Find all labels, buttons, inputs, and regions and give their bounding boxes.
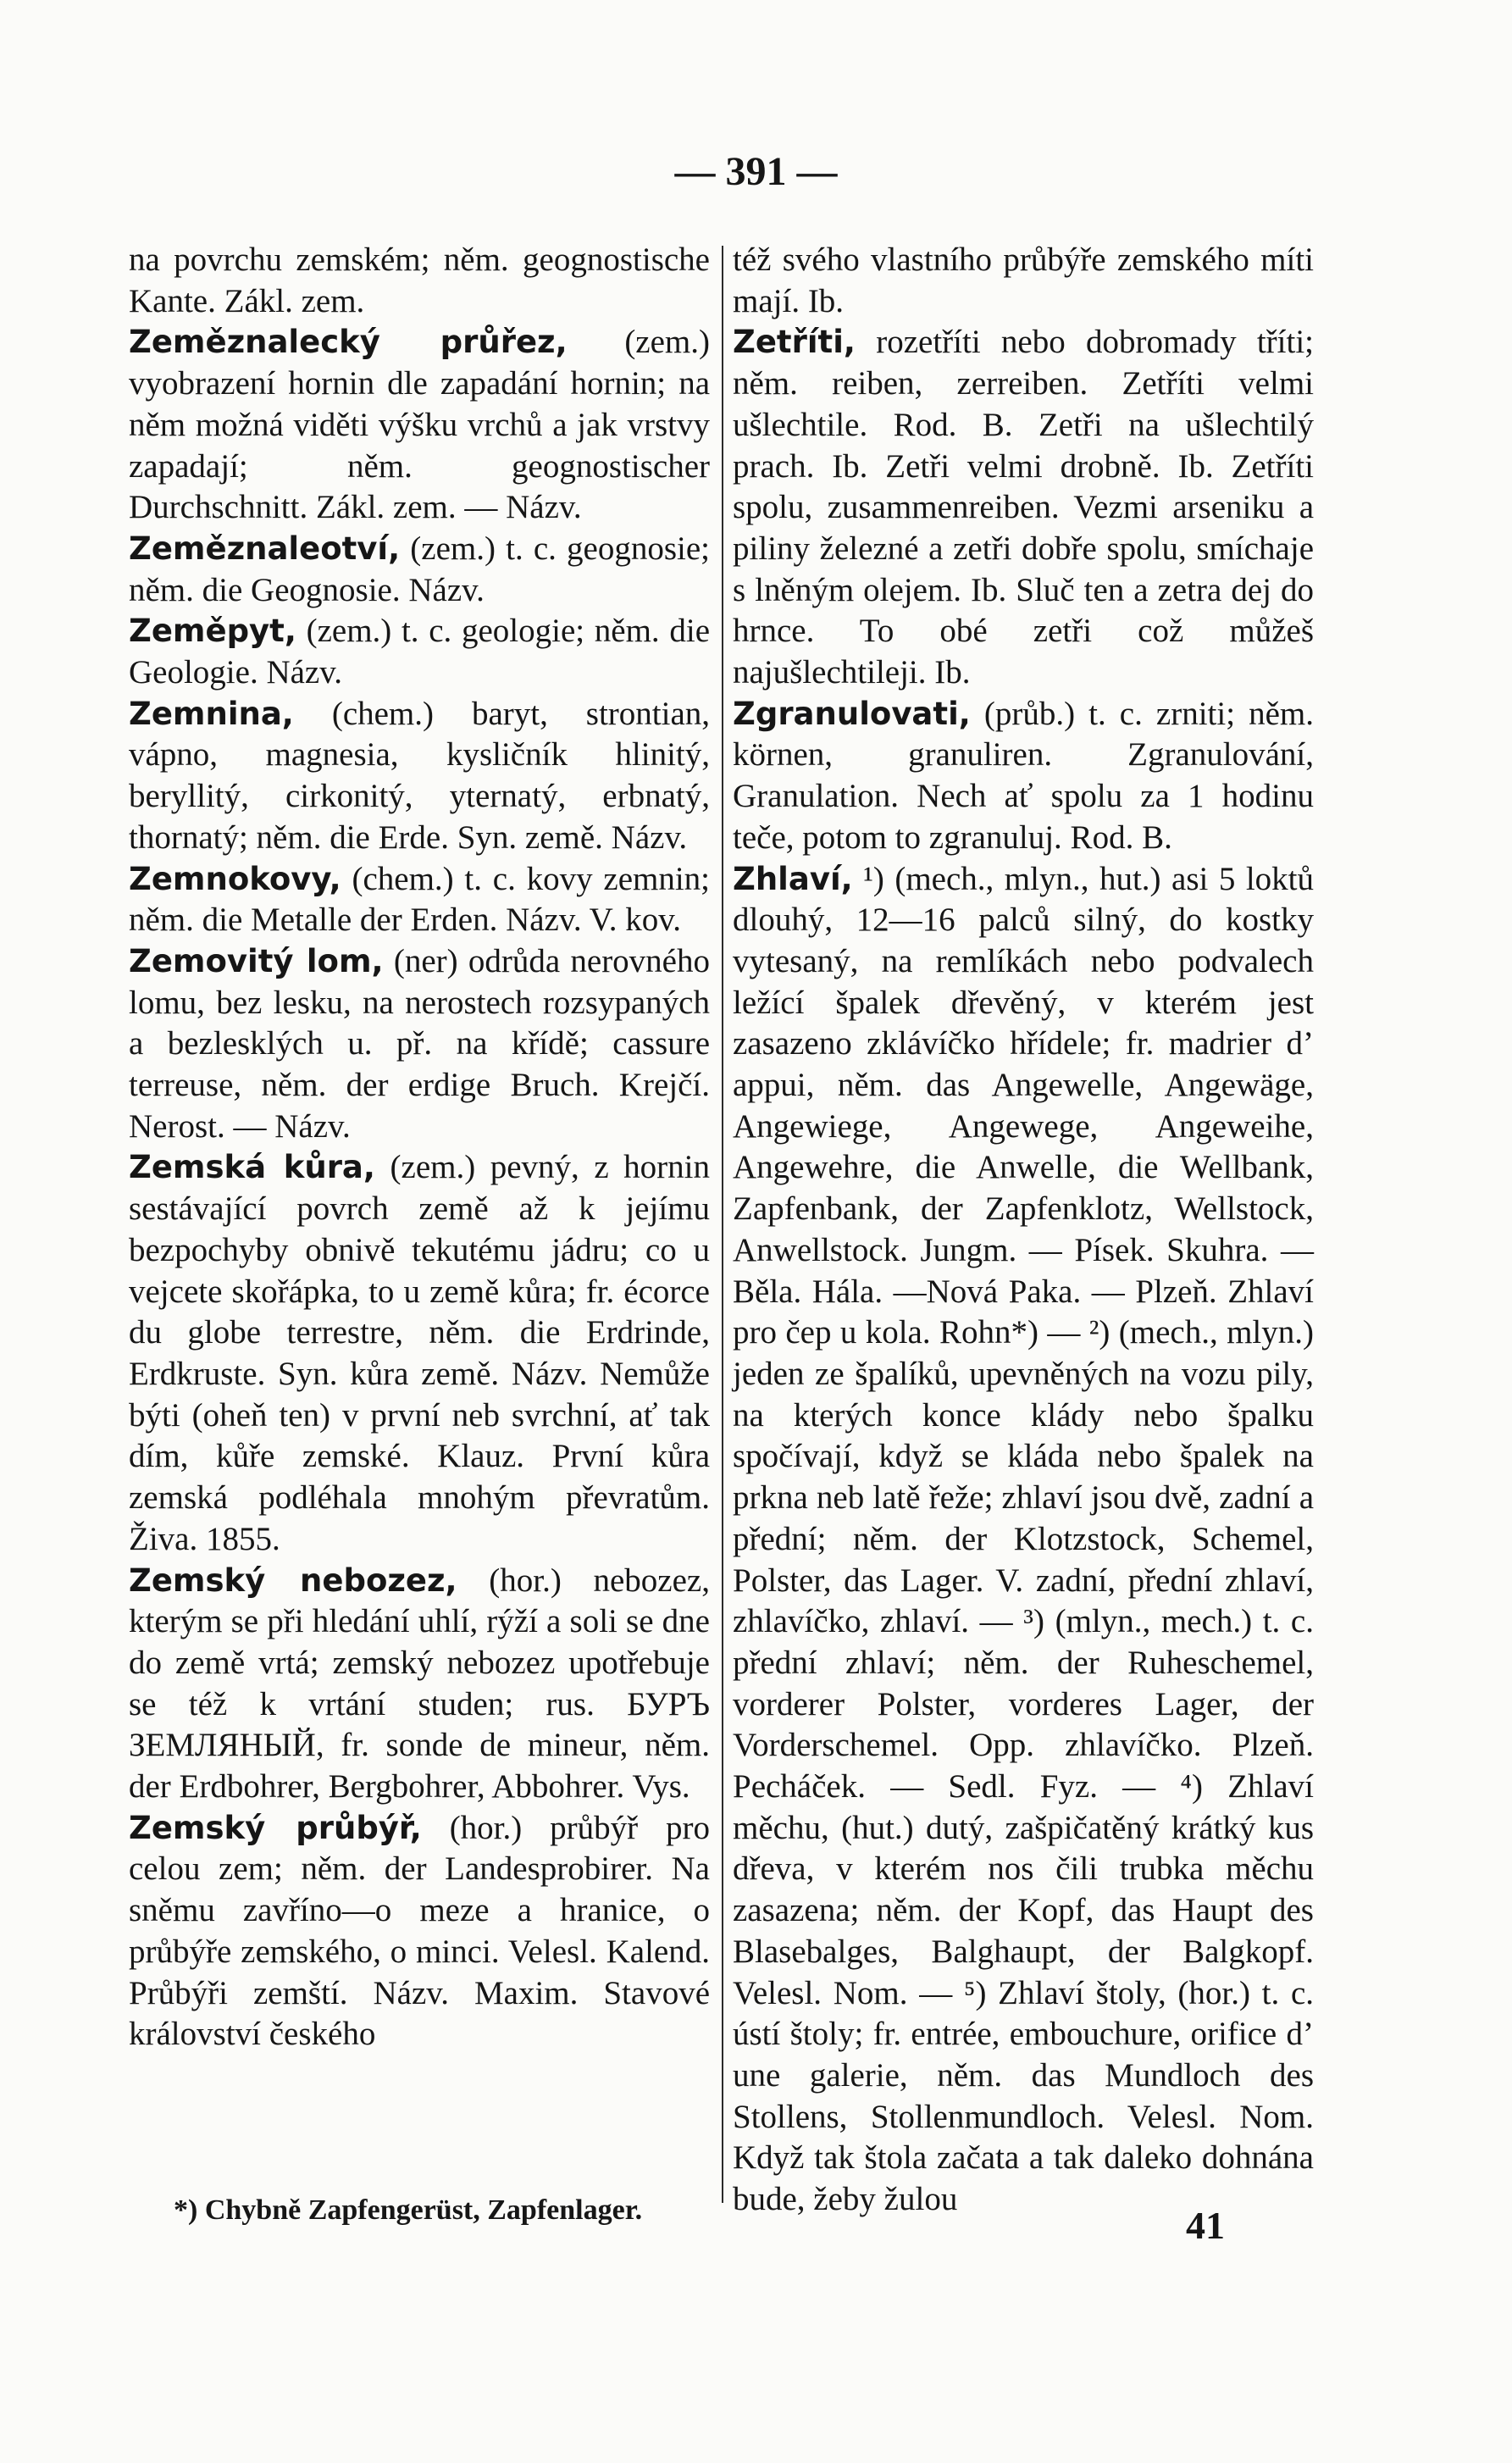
entry: Zemský nebozez, (hor.) nebozez, kterým se při hledání uhlí, rýží a soli se dne do země vrtá; zemský nebozez upotřebuje se též k vrtání studen; rus. БУРЪ ЗЕМЛЯНЫЙ, fr. sonde de mineur, něm. der Erdbohrer, Bergbohrer, Abbohrer. Vys. xyxy=(129,1562,710,1806)
entry: Zeměznalecký průřez, (zem.) vyobrazení hornin dle zapadání hornin; na něm možná viděti výšku vrchů a jak vrstvy zapadají; něm. geognostischer Durchschnitt. Zákl. zem. — Názv. xyxy=(129,324,710,526)
headword: Zeměpyt, xyxy=(129,613,296,650)
entry: Zeměznaleotví, (zem.) t. c. geognosie; něm. die Geognosie. Názv. xyxy=(129,530,711,608)
headword: Zemský nebozez, xyxy=(129,1562,457,1599)
headword: Zetříti, xyxy=(733,324,856,361)
entry: na povrchu zemském; něm. geognostische Kante. Zákl. zem. xyxy=(129,241,710,319)
left-column xyxy=(129,240,710,2055)
headword: Zemský průbýř, xyxy=(129,1809,422,1846)
headword: Zemnokovy, xyxy=(129,860,341,897)
entry: Zhlaví, ¹) (mech., mlyn., hut.) asi 5 loktů dlouhý, 12—16 palců silný, do kostky vytesaný, na remlíkách nebo podvalech ležící špalek dřevěný, v kterém jest zasazeno zklávíčko hřídele; fr. madrier d’ appui, něm. das Angewelle, Angewäge, Angewiege, Angewege, Angeweihe, Angewehre, die Anwelle, die Wellbank, Zapfenbank, der Zapfenklotz, Wellstock, Anwellstock. Jungm. — Písek. Skuhra. — Běla. Hála. —Nová Paka. — Plzeň. Zhlaví pro čep u kola. Rohn*) — ²) (mech., mlyn.) jeden ze špalíků, upevněných na vozu pily, na kterých konce klády nebo špalku spočívají, když se kláda nebo špalek na prkna neb latě řeže; zhlaví jsou dvě, zadní a přední; něm. der Klotzstock, Schemel, Polster, das Lager. V. zadní, přední zhlaví, zhlavíčko, zhlaví. — ³) (mlyn., mech.) t. c. přední zhlaví; něm. der Ruheschemel, vorderer Polster, vorderes Lager, der Vorderschemel. Opp. zhlavíčko. Plzeň. Pecháček. — Sedl. Fyz. — ⁴) Zhlaví měchu, (hut.) dutý, zašpičatěný krátký kus dřeva, v kterém nos čili trubka měchu zasazena; něm. der Kopf, das Haupt des Blasebalges, Balghaupt, der Balgkopf. Velesl. Nom. — ⁵) Zhlaví štoly, (hor.) t. c. ústí štoly; fr. entrée, embouchure, orifice d’ une galerie, něm. das Mundloch des Stollens, Stollenmundloch. Velesl. Nom. Když tak štola začata a tak daleko dohnána bude, žeby žulou xyxy=(733,860,1314,2218)
signature-mark: 41 xyxy=(1186,2204,1225,2247)
headword: Zeměznaleotví, xyxy=(129,530,401,567)
headword: Zeměznalecký průřez, xyxy=(129,324,568,361)
page-number: — 391 — xyxy=(674,149,838,194)
column-divider xyxy=(722,246,723,2203)
entry: Zetříti, rozetříti nebo dobromady tříti; něm. reiben, zerreiben. Zetříti velmi ušlechtile. Rod. B. Zetři na ušlechtilý prach. Ib. Zetři velmi drobně. Ib. Zetříti spolu, zusammenreiben. Vezmi arseniku a piliny železné a zetři dobře spolu, smíchaje s lněným olejem. Ib. Sluč ten a zetra dej do hrnce. To obé zetři což můžeš najušlechtileji. Ib. xyxy=(733,324,1315,691)
entry: Zemovitý lom, (ner) odrůda nerovného lomu, bez lesku, na nerostech rozsypaných a bezlesklých u. př. na křídě; cassure terreuse, něm. der erdige Bruch. Krejčí. Nerost. — Názv. xyxy=(129,942,710,1145)
headword: Zemovitý lom, xyxy=(129,942,384,979)
entry: Zemská kůra, (zem.) pevný, z hornin sestávající povrch země až k jejímu bezpochyby obnivě tekutému jádru; co u vejcete skořápka, to u země kůra; fr. écorce du globe terrestre, něm. die Erdrinde, Erdkruste. Syn. kůra země. Názv. Nemůže býti (oheň ten) v první neb svrchní, ať tak dím, kůře zemské. Klauz. První kůra zemská podléhala mnohým převratům. Živa. 1855. xyxy=(129,1149,711,1557)
headword: Zgranulovati, xyxy=(733,695,971,732)
headword: Zemnina, xyxy=(129,695,294,732)
headword: Zhlaví, xyxy=(733,860,853,897)
entry: Zemnina, (chem.) baryt, strontian, vápno, magnesia, kysličník hlinitý, beryllitý, cirkonitý, yternatý, erbnatý, thornatý; něm. die Erde. Syn. země. Názv. xyxy=(129,695,711,856)
entry: Zeměpyt, (zem.) t. c. geologie; něm. die Geologie. Názv. xyxy=(129,613,711,691)
entry: Zemský průbýř, (hor.) průbýř pro celou zem; něm. der Landesprobirer. Na sněmu zavříno—o meze a hranice, o průbýře zemského, o minci. Velesl. Kalend. Průbýři zemští. Názv. Maxim. Stavové království českého xyxy=(129,1809,710,2053)
entry: Zgranulovati, (průb.) t. c. zrniti; něm. körnen, granuliren. Zgranulování, Granulation. Nech ať spolu za 1 hodinu teče, potom to zgranuluj. Rod. B. xyxy=(733,695,1314,856)
entry: též svého vlastního průbýře zemského míti mají. Ib. xyxy=(733,241,1314,319)
entry: Zemnokovy, (chem.) t. c. kovy zemnin; něm. die Metalle der Erden. Názv. V. kov. xyxy=(129,860,711,939)
headword: Zemská kůra, xyxy=(129,1149,375,1186)
footnote: *) Chybně Zapfengerüst, Zapfenlager. xyxy=(174,2194,643,2226)
right-column xyxy=(733,240,1314,2221)
